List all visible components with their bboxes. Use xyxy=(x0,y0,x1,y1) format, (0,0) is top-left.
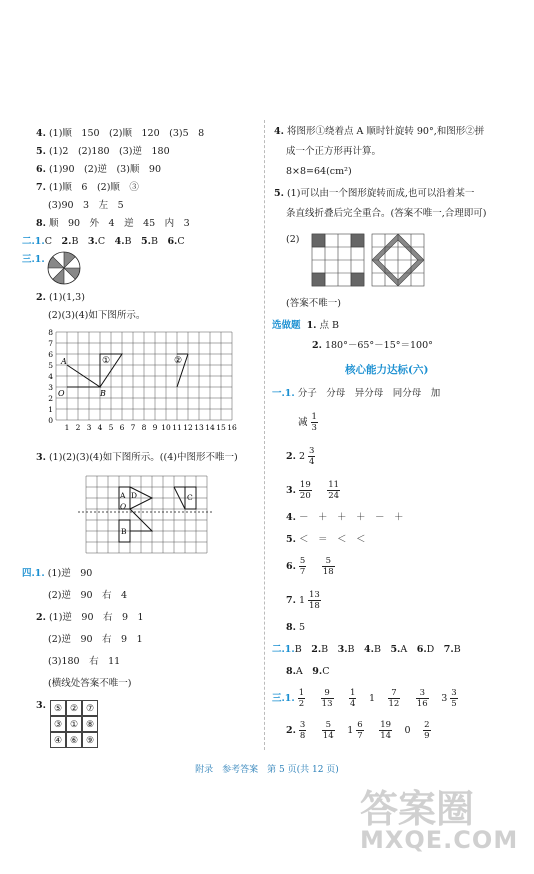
fraction: $\frac{1}{2}$ xyxy=(298,688,305,709)
answer-3-2: 2. (1)(1,3) xyxy=(36,292,85,303)
answer-4-2-part3: (3)180 右 11 xyxy=(48,656,121,667)
grid2-label-a: A xyxy=(120,491,126,500)
answer-4-1: 四.1. (1)逆 90 xyxy=(22,568,93,579)
fraction: $\frac{3}{4}$ xyxy=(309,446,315,467)
number-cell: ④ xyxy=(50,732,66,748)
answer-7: 7. (1)顺 6 (2)顺 ③ xyxy=(36,182,139,193)
grid2-label-o: O xyxy=(120,502,127,511)
y-tick-label: 6 xyxy=(48,350,53,359)
fraction: $\frac{1}{4}$ xyxy=(350,688,356,709)
x-tick-label: 2 xyxy=(75,423,81,432)
fraction: $\frac{3}{5}$ xyxy=(451,688,457,709)
answer-4-1-part2: (2)逆 90 右 4 xyxy=(48,590,128,601)
fraction: $\frac{19}{14}$ xyxy=(380,720,392,741)
fraction: $\frac{9}{13}$ xyxy=(321,688,333,709)
x-tick-label: 12 xyxy=(183,423,193,432)
section-3-label: 三.1. xyxy=(22,254,45,265)
grid1-label-a: A xyxy=(61,357,67,366)
fraction: $\frac{13}{18}$ xyxy=(309,590,320,611)
section-2-right-answers: 二.1.B 2.B 3.B 4.B 5.A 6.D 7.B xyxy=(272,644,461,655)
answer-a8: 8. 5 xyxy=(286,622,305,633)
shaded-circle-diagram xyxy=(46,250,82,286)
section-heading: 核心能力达标(六) xyxy=(345,364,429,376)
fraction: $\frac{5}{14}$ xyxy=(322,720,334,741)
answer-4-2-part2: (2)逆 90 右 9 1 xyxy=(48,634,143,645)
y-tick-label: 7 xyxy=(48,339,53,348)
page-footer: 附录 参考答案 第 5 页(共 12 页) xyxy=(195,765,339,775)
x-tick-label: 1 xyxy=(64,423,70,432)
grid2-label-c: C xyxy=(187,493,193,502)
y-tick-label: 4 xyxy=(48,372,53,381)
x-tick-label: 6 xyxy=(119,423,125,432)
x-tick-label: 11 xyxy=(172,423,182,432)
number-cell: ① xyxy=(66,716,82,732)
fraction: $\frac{19}{20}$ xyxy=(299,480,311,501)
fraction: $\frac{3}{8}$ xyxy=(299,720,306,741)
x-tick-label: 16 xyxy=(227,423,237,432)
fraction: $\frac{3}{16}$ xyxy=(416,688,428,709)
x-tick-label: 3 xyxy=(86,423,92,432)
grid1-label-1: ① xyxy=(102,356,111,366)
answer-a2: 2. 2 $\frac{3}{4}$ xyxy=(286,446,315,467)
answer-a7: 7. 1 $\frac{13}{18}$ xyxy=(286,590,320,611)
answer-4-2: 2. (1)逆 90 右 9 1 xyxy=(36,612,144,623)
x-tick-label: 9 xyxy=(152,423,158,432)
y-tick-label: 5 xyxy=(48,361,53,370)
fraction: $\frac{2}{9}$ xyxy=(424,720,430,741)
x-tick-label: 14 xyxy=(205,423,215,432)
answer-3-2-note: (2)(3)(4)如下图所示。 xyxy=(48,310,146,321)
fraction: $\frac{5}{18}$ xyxy=(322,556,334,577)
answer-r5-line2: 条直线折叠后完全重合。(答案不唯一,合理即可) xyxy=(286,208,487,219)
number-grid xyxy=(50,700,98,748)
y-tick-label: 3 xyxy=(48,383,53,392)
x-tick-label: 10 xyxy=(161,423,171,432)
section-2-answers: 二.1.C 2.B 3.C 4.B 5.B 6.C xyxy=(22,236,185,247)
answer-5: 5. (1)2 (2)180 (3)逆 180 xyxy=(36,146,170,157)
x-tick-label: 15 xyxy=(216,423,226,432)
x-tick-label: 5 xyxy=(108,423,114,432)
answer-c1: 三.1. $\frac{1}{2}$ $\frac{9}{13}$ $\frac{1}{4}$ 1 $\frac{7}{12}$ $\frac{3}{16}$ 3 $\frac{3}{5}$ xyxy=(272,688,457,709)
answer-r4-line2: 成一个正方形再计算。 xyxy=(286,146,382,157)
grid2-label-d: D xyxy=(131,491,138,500)
answer-8: 8. 顺 90 外 4 逆 45 内 3 xyxy=(36,218,190,229)
x-tick-label: 13 xyxy=(194,423,204,432)
number-cell: ③ xyxy=(50,716,66,732)
transformation-grid-2 xyxy=(78,472,214,564)
grid1-label-2: ② xyxy=(174,356,183,366)
watermark-url: MXQE.COM xyxy=(360,826,519,854)
answer-a4: 4. － ＋ ＋ ＋ － ＋ xyxy=(286,512,404,523)
answer-6: 6. (1)90 (2)逆 (3)顺 90 xyxy=(36,164,162,175)
answer-r5-note: (答案不唯一) xyxy=(286,298,341,309)
x-tick-label: 8 xyxy=(141,423,147,432)
grid2-label-b: B xyxy=(121,527,127,536)
number-cell: ② xyxy=(66,700,82,716)
watermark-logo: 答案圈 xyxy=(360,787,475,831)
number-cell: ⑥ xyxy=(66,732,82,748)
grid1-label-o: O xyxy=(58,389,65,398)
answer-4-3: 3. xyxy=(36,700,46,711)
y-tick-label: 8 xyxy=(48,328,53,337)
fraction: $\frac{6}{7}$ xyxy=(357,720,363,741)
y-tick-label: 0 xyxy=(48,416,53,425)
optional-question-2: 2. 180°－65°－15°＝100° xyxy=(312,340,433,351)
answer-r4-calc: 8×8=64(cm²) xyxy=(286,166,352,177)
answer-4: 4. (1)顺 150 (2)顺 120 (3)5 8 xyxy=(36,128,205,139)
fraction: $\frac{11}{24}$ xyxy=(328,480,340,501)
number-cell: ⑤ xyxy=(50,700,66,716)
x-tick-label: 7 xyxy=(130,423,136,432)
number-cell: ⑨ xyxy=(82,732,98,748)
fraction: $\frac{7}{12}$ xyxy=(388,688,400,709)
answer-4-note: (横线处答案不唯一) xyxy=(48,678,132,689)
x-tick-label: 4 xyxy=(97,423,103,432)
grid1-label-b: B xyxy=(100,389,106,398)
answer-a1-line2: 减 $\frac{1}{3}$ xyxy=(298,412,317,433)
symmetry-patterns xyxy=(310,232,436,292)
column-divider xyxy=(264,120,265,750)
number-cell: ⑧ xyxy=(82,716,98,732)
y-tick-label: 1 xyxy=(48,405,53,414)
answer-a1: 一.1. 分子 分母 异分母 同分母 加 xyxy=(272,388,441,399)
optional-question-1: 选做题 1. 点 B xyxy=(272,320,340,331)
answer-r5: 5. (1)可以由一个图形旋转而成,也可以沿着某一 xyxy=(274,188,475,199)
fraction: $\frac{1}{3}$ xyxy=(311,412,317,433)
answer-a6: 6. $\frac{5}{7}$ $\frac{5}{18}$ xyxy=(286,556,334,577)
coordinate-grid-1 xyxy=(42,326,252,442)
answer-a3: 3. $\frac{19}{20}$ $\frac{11}{24}$ xyxy=(286,480,340,501)
answer-r4: 4. 将图形①绕着点 A 顺时针旋转 90°,和图形②拼 xyxy=(274,126,485,137)
answer-c2: 2. $\frac{3}{8}$ $\frac{5}{14}$ 1 $\frac{6}{7}$ $\frac{19}{14}$ 0 $\frac{2}{9}$ xyxy=(286,720,430,741)
answer-a5: 5. ＜ ＝ ＜ ＜ xyxy=(286,534,366,545)
answer-3-3: 3. (1)(2)(3)(4)如下图所示。((4)中图形不唯一) xyxy=(36,452,238,463)
y-tick-label: 2 xyxy=(48,394,53,403)
answer-7-part3: (3)90 3 左 5 xyxy=(48,200,124,211)
fraction: $\frac{5}{7}$ xyxy=(299,556,306,577)
number-cell: ⑦ xyxy=(82,700,98,716)
answer-r5-part2: (2) xyxy=(286,234,300,245)
answer-b8-b9: 8.A 9.C xyxy=(286,666,330,677)
